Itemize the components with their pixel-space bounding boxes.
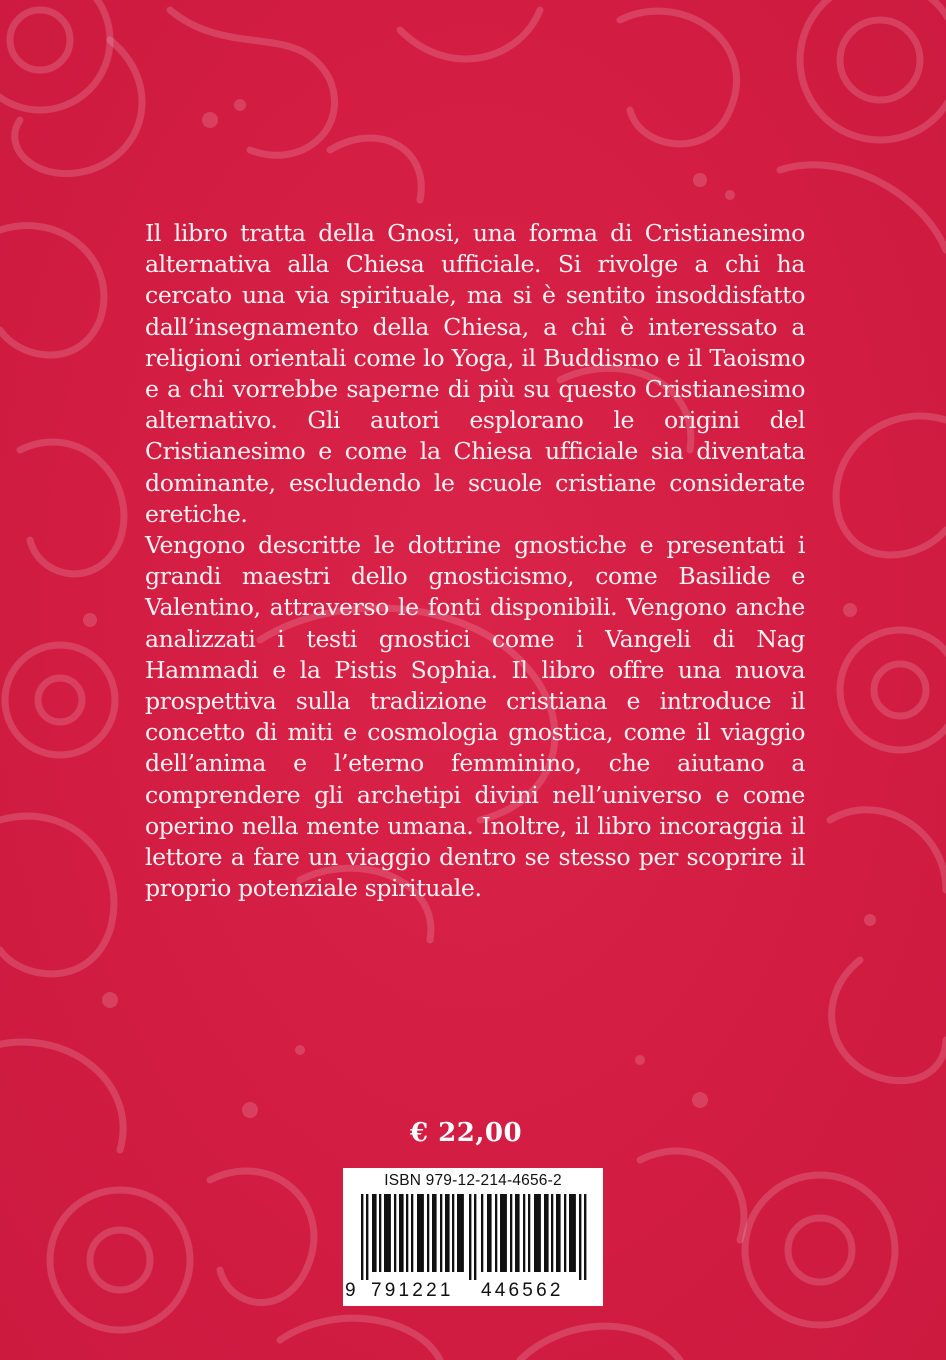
back-cover-blurb [145,218,805,904]
isbn-label: ISBN 979-12-214-4656-2 [384,1172,562,1189]
barcode-bars [351,1194,595,1280]
price-label: € 22,00 [410,1118,523,1148]
blurb-paragraph-1: Il libro tratta della Gnosi, una forma di Cristianesimo alternativa alla Chiesa ufficiale. Si rivolge a chi ha cercato una via spirituale, ma si è sentito insoddisfatto dall’insegnamento della Chiesa, a chi è interessato a religioni orientali come lo Yoga, il Buddismo e il Taoismo e a chi vorrebbe saperne di più su questo Cristianesimo alternativo. Gli autori esplorano le origini del Cristianesimo e come la Chiesa ufficiale sia diventata dominante, escludendo le scuole cristiane considerate eretiche. [145,219,805,528]
isbn-barcode [343,1168,603,1306]
ean-left-group: 791221 [371,1280,454,1301]
ean-first-digit: 9 [345,1280,359,1301]
blurb-paragraph-2: Vengono descritte le dottrine gnostiche e presentati i grandi maestri dello gnosticismo, come Basilide e Valentino, attraverso le fonti disponibili. Vengono anche analizzati i testi gnostici come i Vangeli di Nag Hammadi e la Pistis Sophia. Il libro offre una nuova prospettiva sulla tradizione cristiana e introduce il concetto di miti e cosmologia gnostica, come il viaggio dell’anima e l’eterno femminino, che aiutano a comprendere gli archetipi divini nell’universo e come operino nella mente umana. Inoltre, il libro incoraggia il lettore a fare un viaggio dentro se stesso per scoprire il proprio potenziale spirituale. [145,531,805,903]
ean-right-group: 446562 [481,1280,564,1301]
ean-digits [343,1280,603,1302]
